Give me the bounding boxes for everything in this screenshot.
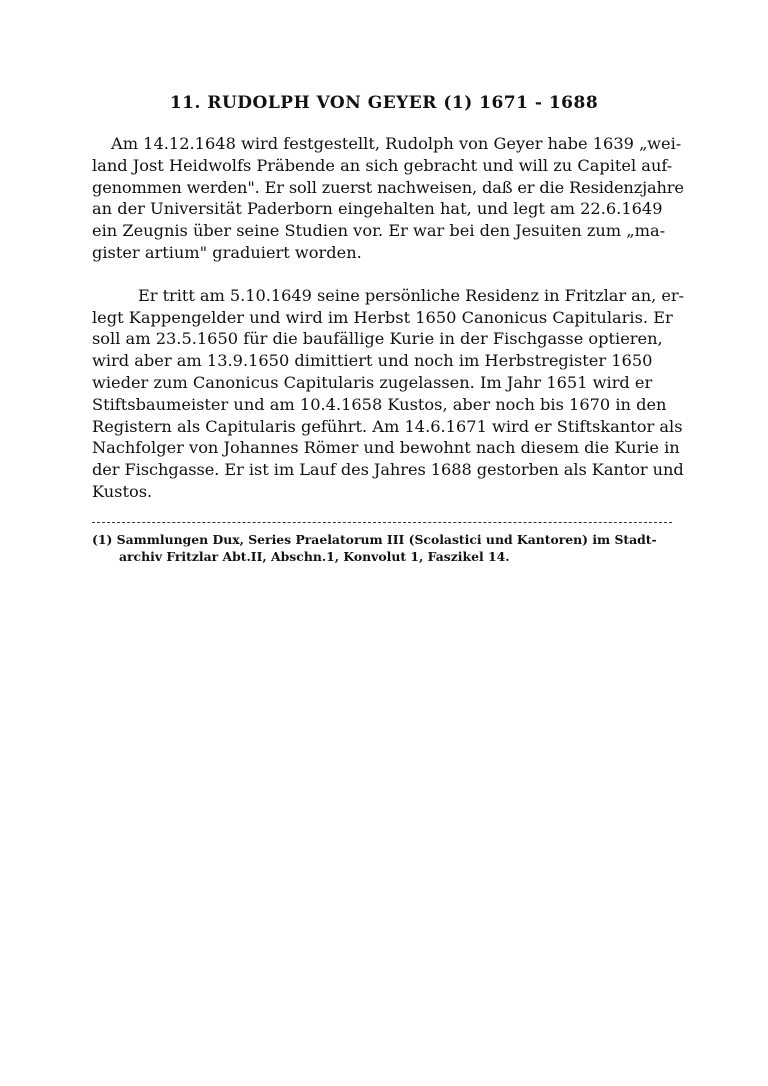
text-line: Am 14.12.1648 wird festgestellt, Rudolph von Geyer habe 1639 „wei- [111, 134, 682, 153]
text-line: wieder zum Canonicus Capitularis zugelassen. Im Jahr 1651 wird er [92, 372, 653, 392]
footnote-divider [92, 522, 672, 523]
paragraph-1 [92, 133, 684, 264]
text-line: der Fischgasse. Er ist im Lauf des Jahres 1688 gestorben als Kantor und [92, 460, 684, 480]
text-line: genommen werden". Er soll zuerst nachweisen, daß er die Residenzjahre [92, 177, 684, 197]
section-heading: 11. RUDOLPH VON GEYER (1) 1671 - 1688 [169, 93, 599, 113]
text-line: land Jost Heidwolfs Präbende an sich gebracht und will zu Capitel auf- [92, 155, 673, 175]
paragraph-2 [92, 285, 684, 503]
text-line: Kustos. [92, 481, 153, 501]
text-line: an der Universität Paderborn eingehalten hat, und legt am 22.6.1649 [92, 199, 663, 219]
text-line: legt Kappengelder und wird im Herbst 1650 Canonicus Capitularis. Er [92, 307, 673, 327]
text-line: Nachfolger von Johannes Römer und bewohnt nach diesem die Kurie in [92, 438, 680, 458]
text-line: Registern als Capitularis geführt. Am 14.6.1671 wird er Stiftskantor als [92, 416, 683, 436]
body-text [92, 133, 684, 503]
text-line: Er tritt am 5.10.1649 seine persönliche Residenz in Fritzlar an, er- [138, 285, 684, 305]
text-line: ein Zeugnis über seine Studien vor. Er war bei den Jesuiten zum „ma- [92, 221, 666, 241]
text-line: soll am 23.5.1650 für die baufällige Kurie in der Fischgasse optieren, [92, 329, 663, 349]
footnote-line: archiv Fritzlar Abt.II, Abschn.1, Konvolut 1, Faszikel 14. [119, 549, 510, 564]
footnote [92, 531, 682, 565]
text-line: gister artium" graduiert worden. [92, 242, 362, 262]
footnote-line: (1) Sammlungen Dux, Series Praelatorum III (Scolastici und Kantoren) im Stadt- [92, 532, 657, 547]
text-line: wird aber am 13.9.1650 dimittiert und noch im Herbstregister 1650 [92, 351, 653, 371]
text-line: Stiftsbaumeister und am 10.4.1658 Kustos, aber noch bis 1670 in den [92, 394, 667, 414]
